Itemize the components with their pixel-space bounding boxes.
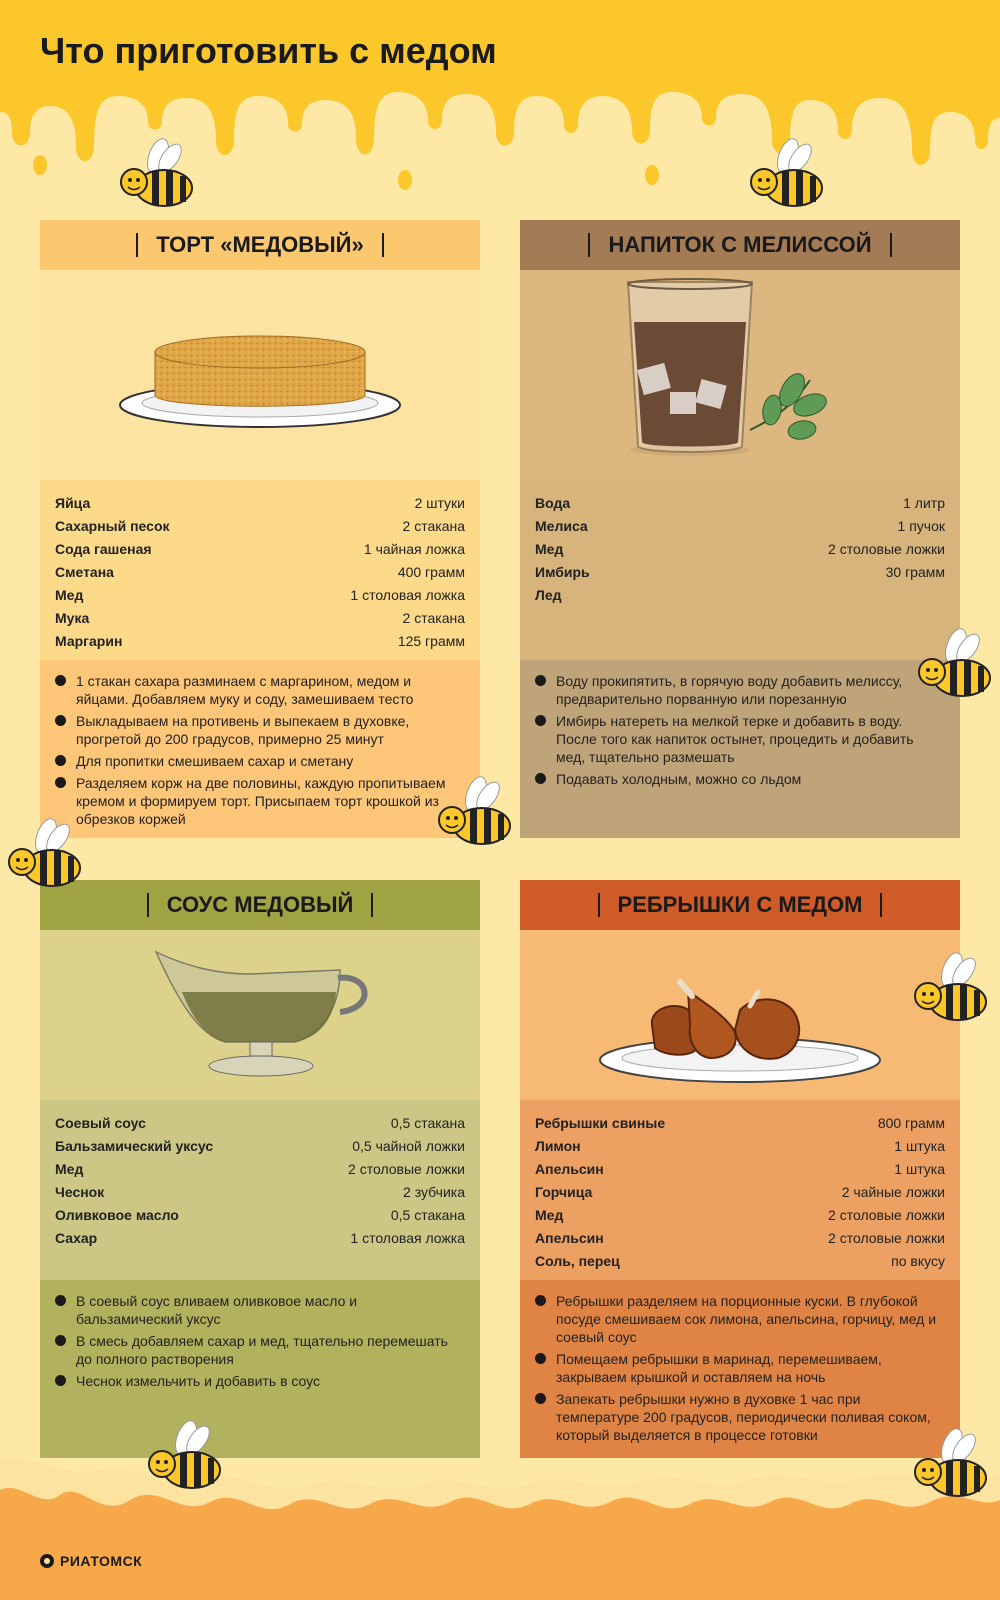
ingredient-amount: 1 столовая ложка	[350, 587, 465, 603]
step-item	[55, 774, 465, 828]
ingredient-row	[535, 561, 945, 584]
gravy-boat-icon	[40, 930, 480, 1100]
step-text: Имбирь натереть на мелкой терке и добавить в воду. После того как напиток остынет, процедить и добавить мед, тщательно размешать	[556, 713, 914, 765]
ingredient-amount: 2 столовые ложки	[828, 1207, 945, 1223]
bullet-icon	[535, 1393, 546, 1404]
ingredient-row	[535, 515, 945, 538]
ingredient-row	[55, 1135, 465, 1158]
ingredient-amount: 1 столовая ложка	[350, 1230, 465, 1246]
ingredient-row	[535, 584, 945, 607]
ingredient-amount: 1 литр	[903, 495, 945, 511]
ingredient-row	[55, 538, 465, 561]
ingredient-amount: 30 грамм	[885, 564, 945, 580]
ingredient-row	[535, 1158, 945, 1181]
ingredient-amount: 2 столовые ложки	[348, 1161, 465, 1177]
ingredient-row	[55, 1158, 465, 1181]
bee-icon	[140, 1420, 230, 1495]
bullet-icon	[535, 715, 546, 726]
ingredient-row	[535, 538, 945, 561]
ingredient-row	[55, 1181, 465, 1204]
step-text: Подавать холодным, можно со льдом	[556, 771, 802, 787]
ingredient-name: Мед	[55, 587, 84, 603]
step-text: Помещаем ребрышки в маринад, перемешиваем, закрываем крышкой и оставляем на ночь	[556, 1351, 882, 1385]
ingredient-name: Апельсин	[535, 1161, 604, 1177]
bullet-icon	[55, 1335, 66, 1346]
step-item	[55, 712, 465, 748]
ingredient-row	[55, 1112, 465, 1135]
ingredient-row	[55, 1204, 465, 1227]
bullet-icon	[535, 675, 546, 686]
page-title: Что приготовить с медом	[40, 30, 497, 71]
bullet-icon	[535, 1295, 546, 1306]
step-item	[55, 1292, 465, 1328]
bullet-icon	[55, 1295, 66, 1306]
ingredient-row	[55, 492, 465, 515]
steps-list	[520, 1280, 960, 1458]
recipe-card-honey-cake	[40, 220, 480, 838]
step-item	[55, 752, 465, 770]
step-text: В смесь добавляем сахар и мед, тщательно перемешать до полного растворения	[76, 1333, 448, 1367]
ingredient-name: Лед	[535, 587, 562, 603]
bee-icon	[906, 952, 996, 1027]
recipe-title: НАПИТОК С МЕЛИССОЙ	[608, 232, 872, 257]
ingredient-name: Чеснок	[55, 1184, 105, 1200]
bee-icon	[0, 818, 90, 893]
ingredient-name: Ребрышки свиные	[535, 1115, 666, 1131]
step-text: Разделяем корж на две половины, каждую пропитываем кремом и формируем торт. Присыпаем торт крошкой из обрезков коржей	[76, 775, 446, 827]
ingredient-name: Мед	[535, 541, 564, 557]
melissa-drink-icon	[520, 270, 960, 480]
bee-icon	[910, 628, 1000, 703]
step-item	[535, 1350, 945, 1386]
ingredient-amount: 1 пучок	[897, 518, 945, 534]
ingredient-name: Бальзамический уксус	[55, 1138, 214, 1154]
ingredients-list	[40, 480, 480, 660]
ingredient-row	[535, 1135, 945, 1158]
ingredient-row	[535, 1227, 945, 1250]
ingredient-name: Сахар	[55, 1230, 98, 1246]
bullet-icon	[55, 1375, 66, 1386]
ingredient-amount: 1 чайная ложка	[363, 541, 465, 557]
ingredient-name: Яйца	[55, 495, 91, 511]
ingredient-name: Маргарин	[55, 633, 123, 649]
ingredient-amount: 1 штука	[894, 1161, 945, 1177]
ingredient-amount: 125 грамм	[397, 633, 465, 649]
recipe-title: РЕБРЫШКИ С МЕДОМ	[617, 892, 863, 917]
bullet-icon	[55, 715, 66, 726]
recipe-header	[40, 880, 480, 930]
recipe-card-honey-sauce	[40, 880, 480, 1458]
bullet-icon	[535, 773, 546, 784]
recipe-header	[520, 220, 960, 270]
step-item	[535, 770, 945, 788]
recipe-card-melissa-drink	[520, 220, 960, 838]
ingredient-amount: 800 грамм	[877, 1115, 945, 1131]
step-text: 1 стакан сахара разминаем с маргарином, медом и яйцами. Добавляем муку и соду, замешиваем тесто	[76, 673, 414, 707]
bullet-icon	[55, 777, 66, 788]
brand-logo	[40, 1553, 142, 1569]
ingredient-row	[55, 607, 465, 630]
ingredient-name: Мед	[535, 1207, 564, 1223]
step-text: Чеснок измельчить и добавить в соус	[76, 1373, 321, 1389]
ingredient-name: Сметана	[55, 564, 114, 580]
ingredient-name: Мука	[55, 610, 90, 626]
ingredient-amount: 2 чайные ложки	[841, 1184, 945, 1200]
ingredient-row	[535, 492, 945, 515]
ingredient-name: Лимон	[535, 1138, 581, 1154]
steps-list	[40, 1280, 480, 1458]
ingredient-amount: 0,5 стакана	[390, 1207, 465, 1223]
bullet-icon	[55, 675, 66, 686]
recipe-card-honey-ribs	[520, 880, 960, 1458]
step-text: Выкладываем на противень и выпекаем в духовке, прогретой до 200 градусов, примерно 25 минут	[76, 713, 410, 747]
ingredient-name: Соль, перец	[535, 1253, 620, 1269]
ingredient-name: Вода	[535, 495, 571, 511]
ingredient-name: Оливковое масло	[55, 1207, 179, 1223]
ingredient-amount: 2 стакана	[402, 518, 465, 534]
ingredient-amount: 2 штуки	[414, 495, 465, 511]
ingredient-row	[55, 630, 465, 653]
ingredient-name: Сода гашеная	[55, 541, 152, 557]
step-text: Ребрышки разделяем на порционные куски. В глубокой посуде смешиваем сок лимона, апельсина, горчицу, мед и соевый соус	[556, 1293, 937, 1345]
step-item	[535, 712, 945, 766]
bee-icon	[906, 1428, 996, 1503]
ingredient-amount: 2 столовые ложки	[828, 1230, 945, 1246]
ingredient-name: Горчица	[535, 1184, 593, 1200]
ingredient-name: Мед	[55, 1161, 84, 1177]
step-item	[55, 672, 465, 708]
step-text: Для пропитки смешиваем сахар и сметану	[76, 753, 354, 769]
steps-list	[520, 660, 960, 838]
recipe-header	[520, 880, 960, 930]
ingredient-row	[55, 584, 465, 607]
ingredient-row	[535, 1181, 945, 1204]
ingredient-amount: 2 стакана	[402, 610, 465, 626]
ingredient-name: Сахарный песок	[55, 518, 170, 534]
ingredient-amount: 400 грамм	[397, 564, 465, 580]
ingredient-amount: 0,5 стакана	[390, 1115, 465, 1131]
ingredient-amount: 2 столовые ложки	[828, 541, 945, 557]
ingredient-amount: 1 штука	[894, 1138, 945, 1154]
bee-icon	[742, 138, 832, 213]
honey-ribs-icon	[520, 930, 960, 1100]
step-text: Воду прокипятить, в горячую воду добавить мелиссу, предварительно порванную или порезанную	[556, 673, 903, 707]
recipe-title: ТОРТ «МЕДОВЫЙ»	[156, 232, 364, 257]
ingredient-row	[535, 1112, 945, 1135]
bullet-icon	[535, 1353, 546, 1364]
bullet-icon	[55, 755, 66, 766]
ingredient-amount: 0,5 чайной ложки	[352, 1138, 465, 1154]
step-item	[55, 1372, 465, 1390]
ingredients-list	[40, 1100, 480, 1280]
ingredient-row	[535, 1204, 945, 1227]
recipe-header	[40, 220, 480, 270]
step-text: В соевый соус вливаем оливковое масло и бальзамический уксус	[76, 1293, 358, 1327]
ingredient-name: Апельсин	[535, 1230, 604, 1246]
step-item	[535, 1390, 945, 1444]
brand-logo-icon	[40, 1554, 54, 1568]
step-item	[535, 1292, 945, 1346]
brand-name: РИАТОМСК	[60, 1553, 143, 1569]
ingredients-list	[520, 480, 960, 660]
steps-list	[40, 660, 480, 838]
ingredient-row	[55, 1227, 465, 1250]
ingredient-row	[535, 1250, 945, 1273]
bee-icon	[430, 776, 520, 851]
ingredient-amount: 2 зубчика	[403, 1184, 465, 1200]
step-item	[55, 1332, 465, 1368]
ingredient-name: Соевый соус	[55, 1115, 146, 1131]
ingredient-row	[55, 515, 465, 538]
step-item	[535, 672, 945, 708]
step-text: Запекать ребрышки нужно в духовке 1 час при температуре 200 градусов, периодически поливая соком, который выделяется в процессе готовки	[556, 1391, 931, 1443]
ingredient-name: Мелиса	[535, 518, 588, 534]
recipe-title: СОУС МЕДОВЫЙ	[166, 892, 354, 917]
ingredient-name: Имбирь	[535, 564, 590, 580]
ingredients-list	[520, 1100, 960, 1280]
ingredient-amount: по вкусу	[891, 1253, 945, 1269]
ingredient-row	[55, 561, 465, 584]
bee-icon	[112, 138, 202, 213]
honey-cake-icon	[40, 270, 480, 480]
